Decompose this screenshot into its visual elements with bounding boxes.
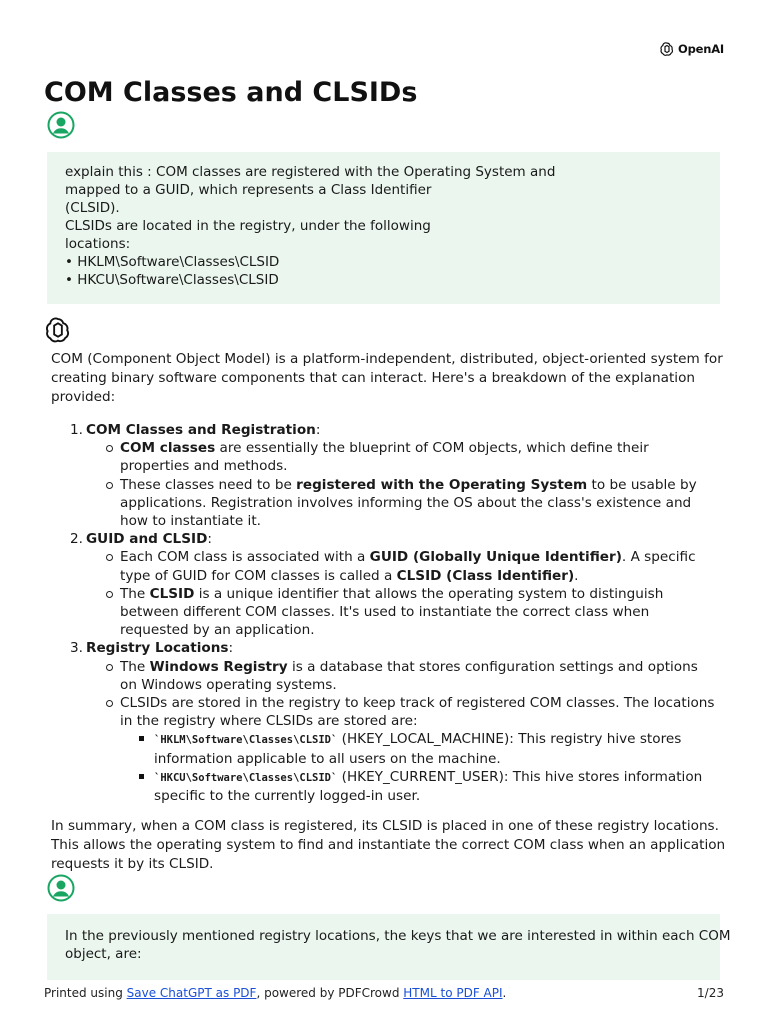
response-list [70,421,730,805]
logo-text: OpenAI [678,42,724,56]
item-text: . [574,567,579,584]
message-line: In the previously mentioned registry locations, the keys that we are interested in within each COM [65,928,731,944]
message-line: • HKLM\Software\Classes\CLSID [65,254,280,270]
user-message [47,914,731,980]
list-item: 3. Registry Locations: [70,640,234,657]
user-avatar-icon [47,111,75,139]
item-text: are essentially the blueprint of COM objects, which define their properties and methods. [120,440,649,475]
item-text: Each COM class is associated with a [120,549,370,566]
footer-credit [44,986,506,1000]
response-summary: In summary, when a COM class is registered, its CLSID is placed in one of these registry locations. This allows the operating system to find and instantiate the correct COM class when an application requests it by its CLSID. [51,818,726,872]
list-number: 1. [70,422,83,438]
list-item [104,694,730,730]
message-line: explain this : COM classes are registered with the Operating System and [65,164,556,180]
list-item [104,476,730,531]
page-number: 1/23 [697,986,724,1000]
openai-logo [659,41,724,57]
registry-path: `HKCU\Software\Classes\CLSID` [154,771,338,784]
html-to-pdf-link[interactable]: HTML to PDF API [403,986,503,1000]
footer [44,986,724,1000]
footer-text: Printed using [44,986,127,1000]
item-text: (HKEY_LOCAL_MACHINE): This registry hive stores information applicable to all users on the machine. [154,731,682,767]
list-item [104,585,730,640]
user-message [47,152,720,304]
list-item: 2. GUID and CLSID: [70,531,212,548]
item-text: The [120,585,150,602]
item-text: These classes need to be [120,476,297,493]
response-intro: COM (Component Object Model) is a platform-independent, distributed, object-oriented system for creating binary software components that can interact. Here's a breakdown of the explanation provided: [51,351,723,405]
registry-path: `HKLM\Software\Classes\CLSID` [154,734,338,747]
message-line: locations: [65,236,131,252]
footer-text: , powered by PDFCrowd [256,986,404,1000]
bold-term: GUID (Globally Unique Identifier) [369,549,622,566]
message-line: object, are: [65,946,142,962]
openai-icon [659,41,675,57]
save-chatgpt-pdf-link[interactable]: Save ChatGPT as PDF [126,986,257,1000]
user-avatar-icon [47,874,75,902]
list-item [136,730,730,767]
section-heading: COM Classes and Registration [86,422,316,438]
list-item: 1. COM Classes and Registration: [70,422,321,438]
list-item [104,658,730,694]
list-number: 3. [70,640,83,657]
item-text: . A specific type of GUID for COM classes is called a [120,549,696,584]
list-item [104,548,730,584]
list-number: 2. [70,531,83,548]
chatgpt-icon [44,316,72,344]
item-text: is a database that stores configuration settings and options on Windows operating systems. [120,658,698,693]
bold-term: CLSID [149,585,195,602]
footer-text: . [502,986,507,1000]
bold-term: registered with the Operating System [296,476,588,493]
message-line: (CLSID). [65,200,120,216]
list-item [136,768,730,805]
item-text: is a unique identifier that allows the operating system to distinguish between different COM classes. It's used to instantiate the correct class when requested by an application. [120,585,664,639]
list-item [104,439,730,475]
page-title: COM Classes and CLSIDs [44,77,418,108]
section-heading: GUID and CLSID [86,531,208,548]
message-line: • HKCU\Software\Classes\CLSID [65,272,279,288]
bold-term: CLSID (Class Identifier) [396,567,575,584]
message-line: CLSIDs are located in the registry, under the following [65,218,431,234]
item-text: (HKEY_CURRENT_USER): This hive stores information specific to the currently logged-in user. [154,768,703,805]
bold-term: COM classes [120,440,216,457]
item-text: CLSIDs are stored in the registry to keep track of registered COM classes. The locations in the registry where CLSIDs are stored are: [120,695,715,730]
item-text: The [120,658,150,675]
bold-term: Windows Registry [149,658,288,675]
item-text: to be usable by applications. Registration involves informing the OS about the class's existence and how to instantiate it. [120,476,697,530]
message-line: mapped to a GUID, which represents a Class Identifier [65,182,432,198]
section-heading: Registry Locations [86,640,229,657]
